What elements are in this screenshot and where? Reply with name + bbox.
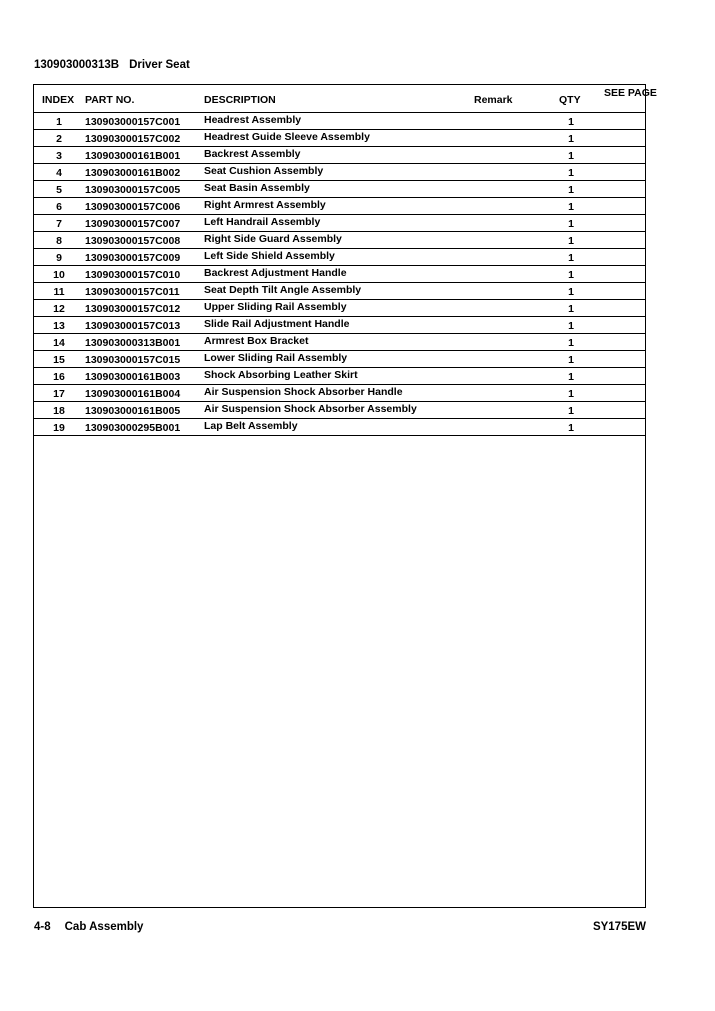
row-index: 19 bbox=[53, 422, 65, 434]
row-qty: 1 bbox=[568, 133, 574, 145]
row-qty: 1 bbox=[568, 252, 574, 264]
table-row bbox=[34, 317, 645, 334]
table-body bbox=[34, 113, 645, 436]
row-description: Air Suspension Shock Absorber Handle bbox=[204, 386, 403, 398]
row-qty: 1 bbox=[568, 422, 574, 434]
table-row bbox=[34, 300, 645, 317]
row-description: Headrest Assembly bbox=[204, 114, 302, 126]
document-part-number: 130903000313B bbox=[34, 59, 120, 71]
row-part-no: 130903000157C009 bbox=[85, 252, 181, 264]
row-description: Seat Cushion Assembly bbox=[204, 165, 324, 177]
table-row bbox=[34, 147, 645, 164]
row-part-no: 130903000161B004 bbox=[85, 388, 181, 400]
row-qty: 1 bbox=[568, 235, 574, 247]
row-index: 9 bbox=[56, 252, 62, 264]
row-part-no: 130903000161B003 bbox=[85, 371, 181, 383]
row-qty: 1 bbox=[568, 320, 574, 332]
table-row bbox=[34, 266, 645, 283]
row-description: Slide Rail Adjustment Handle bbox=[204, 318, 350, 330]
column-header-part-no: PART NO. bbox=[85, 94, 135, 106]
row-part-no: 130903000157C012 bbox=[85, 303, 181, 315]
table-row bbox=[34, 351, 645, 368]
row-qty: 1 bbox=[568, 303, 574, 315]
row-index: 6 bbox=[56, 201, 62, 213]
row-part-no: 130903000157C013 bbox=[85, 320, 181, 332]
row-description: Lower Sliding Rail Assembly bbox=[204, 352, 348, 364]
row-description: Left Handrail Assembly bbox=[204, 216, 321, 228]
row-index: 4 bbox=[56, 167, 62, 179]
row-description: Shock Absorbing Leather Skirt bbox=[204, 369, 358, 381]
row-part-no: 130903000157C008 bbox=[85, 235, 181, 247]
row-description: Left Side Shield Assembly bbox=[204, 250, 335, 262]
table-row bbox=[34, 385, 645, 402]
table-header bbox=[34, 85, 657, 113]
row-part-no: 130903000157C007 bbox=[85, 218, 181, 230]
table-row bbox=[34, 419, 645, 436]
row-description: Air Suspension Shock Absorber Assembly bbox=[204, 403, 417, 415]
row-qty: 1 bbox=[568, 167, 574, 179]
table-row bbox=[34, 164, 645, 181]
row-qty: 1 bbox=[568, 116, 574, 128]
column-header-see-page: SEE PAGE bbox=[604, 87, 657, 99]
row-qty: 1 bbox=[568, 286, 574, 298]
row-qty: 1 bbox=[568, 388, 574, 400]
row-qty: 1 bbox=[568, 150, 574, 162]
table-row bbox=[34, 249, 645, 266]
row-qty: 1 bbox=[568, 371, 574, 383]
row-part-no: 130903000161B001 bbox=[85, 150, 181, 162]
column-header-remark: Remark bbox=[474, 94, 513, 106]
row-part-no: 130903000157C005 bbox=[85, 184, 181, 196]
row-index: 3 bbox=[56, 150, 62, 162]
row-qty: 1 bbox=[568, 269, 574, 281]
footer-left bbox=[34, 921, 143, 933]
row-part-no: 130903000157C001 bbox=[85, 116, 181, 128]
column-header-index: INDEX bbox=[42, 94, 75, 106]
row-qty: 1 bbox=[568, 405, 574, 417]
row-index: 10 bbox=[53, 269, 65, 281]
row-part-no: 130903000295B001 bbox=[85, 422, 181, 434]
row-index: 18 bbox=[53, 405, 65, 417]
row-index: 13 bbox=[53, 320, 65, 332]
model-name: SY175EW bbox=[592, 921, 646, 933]
row-qty: 1 bbox=[568, 218, 574, 230]
row-index: 11 bbox=[53, 286, 65, 298]
row-part-no: 130903000157C002 bbox=[85, 133, 181, 145]
row-index: 8 bbox=[56, 235, 62, 247]
table-row bbox=[34, 334, 645, 351]
row-description: Lap Belt Assembly bbox=[204, 420, 298, 432]
page-title bbox=[34, 59, 190, 71]
row-index: 16 bbox=[53, 371, 65, 383]
column-header-description: DESCRIPTION bbox=[204, 94, 276, 106]
table-row bbox=[34, 198, 645, 215]
row-description: Right Armrest Assembly bbox=[204, 199, 326, 211]
parts-table bbox=[33, 84, 657, 908]
row-part-no: 130903000313B001 bbox=[85, 337, 181, 349]
row-description: Seat Basin Assembly bbox=[204, 182, 310, 194]
table-row bbox=[34, 113, 645, 130]
row-index: 17 bbox=[53, 388, 65, 400]
row-index: 12 bbox=[53, 303, 65, 315]
row-part-no: 130903000157C010 bbox=[85, 269, 181, 281]
row-index: 5 bbox=[56, 184, 62, 196]
row-part-no: 130903000161B002 bbox=[85, 167, 181, 179]
row-qty: 1 bbox=[568, 337, 574, 349]
row-part-no: 130903000157C006 bbox=[85, 201, 181, 213]
table-row bbox=[34, 215, 645, 232]
table-row bbox=[34, 283, 645, 300]
row-description: Right Side Guard Assembly bbox=[204, 233, 342, 245]
table-row bbox=[34, 232, 645, 249]
row-qty: 1 bbox=[568, 354, 574, 366]
table-row bbox=[34, 368, 645, 385]
row-index: 2 bbox=[56, 133, 62, 145]
row-qty: 1 bbox=[568, 201, 574, 213]
row-description: Seat Depth Tilt Angle Assembly bbox=[204, 284, 362, 296]
row-description: Backrest Adjustment Handle bbox=[204, 267, 347, 279]
row-description: Backrest Assembly bbox=[204, 148, 301, 160]
row-description: Armrest Box Bracket bbox=[204, 335, 309, 347]
row-part-no: 130903000157C015 bbox=[85, 354, 181, 366]
row-description: Upper Sliding Rail Assembly bbox=[204, 301, 347, 313]
column-header-qty: QTY bbox=[559, 94, 581, 106]
row-index: 14 bbox=[53, 337, 65, 349]
table-row bbox=[34, 181, 645, 198]
section-name: Cab Assembly bbox=[64, 921, 144, 933]
row-description: Headrest Guide Sleeve Assembly bbox=[204, 131, 370, 143]
row-qty: 1 bbox=[568, 184, 574, 196]
table-row bbox=[34, 402, 645, 419]
row-index: 7 bbox=[56, 218, 62, 230]
row-index: 1 bbox=[56, 116, 62, 128]
row-index: 15 bbox=[53, 354, 65, 366]
row-part-no: 130903000157C011 bbox=[85, 286, 180, 298]
row-part-no: 130903000161B005 bbox=[85, 405, 181, 417]
page-number: 4-8 bbox=[34, 921, 51, 933]
document-title: Driver Seat bbox=[129, 59, 190, 71]
table-row bbox=[34, 130, 645, 147]
